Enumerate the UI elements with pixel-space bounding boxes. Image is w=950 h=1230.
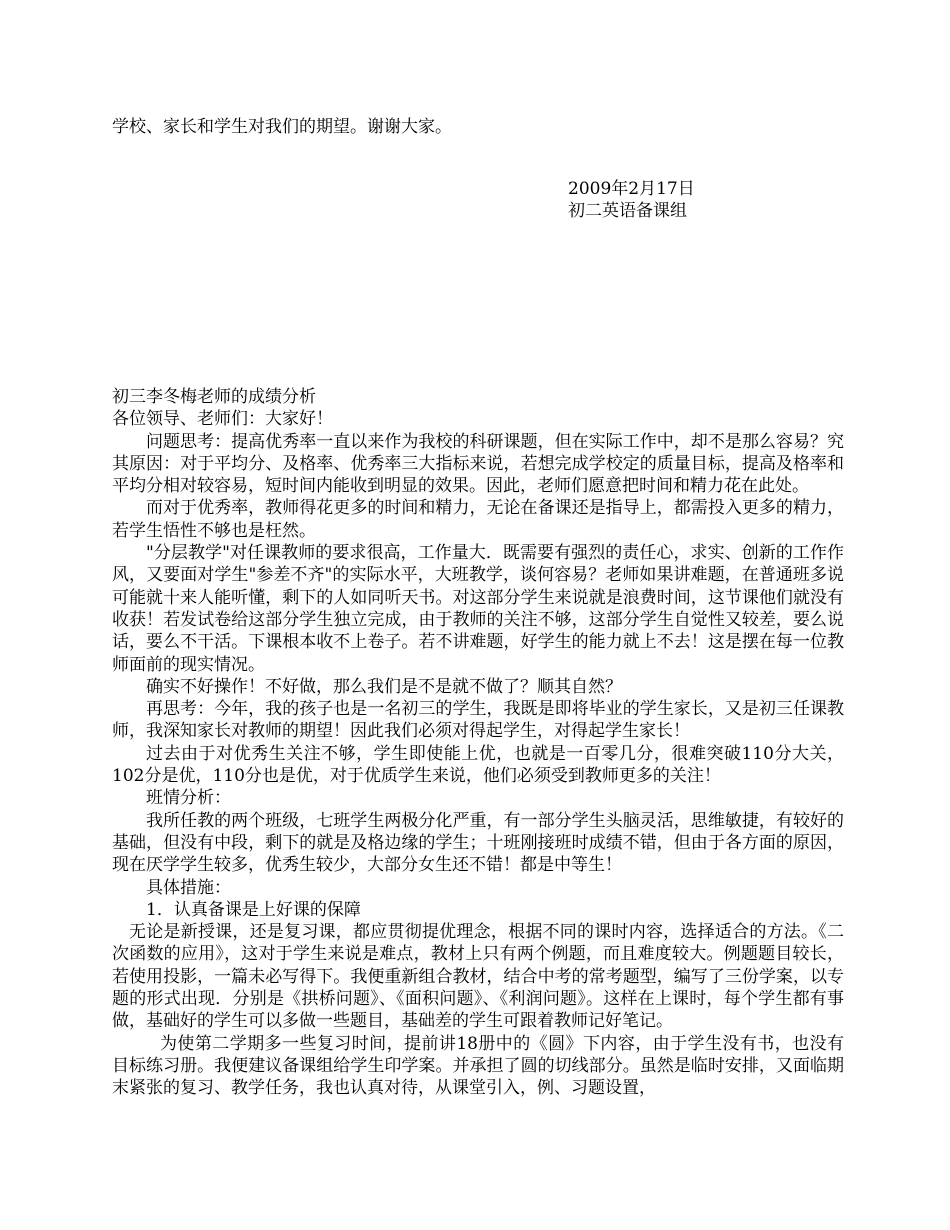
article-title: 初三李冬梅老师的成绩分析	[112, 387, 316, 407]
paragraph-lesson-prep: 无论是新授课，还是复习课，都应贯彻提优理念，根据不同的课时内容，选择适合的方法。《二次函数的应用》，这对于学生来说是难点，教材上只有两个例题，而且难度较大。例题题目较长，若使用投影，一篇未必写得下。我便重新组合教材，结合中考的常考题型，编写了三份学案，以专题的形式出现．分别是《拱桥问题》、《面积问题》、《利润问题》。这样在上课时，每个学生都有事做，基础好的学生可以多做一些题目，基础差的学生可跟着教师记好笔记。	[112, 922, 844, 1032]
paragraph-problem-thinking: 问题思考：提高优秀率一直以来作为我校的科研课题，但在实际工作中，却不是那么容易？究其原因：对于平均分、及格率、优秀率三大指标来说，若想完成学校定的质量目标，提高及格率和平均分相对较容易，短时间内能收到明显的效果。因此，老师们愿意把时间和精力花在此处。	[112, 431, 844, 497]
article-body	[112, 386, 844, 1100]
paragraph-layered-teaching: "分层教学"对任课教师的要求很高，工作量大．既需要有强烈的责任心，求实、创新的工作作风，又要面对学生"参差不齐"的实际水平，大班教学，谈何容易？老师如果讲难题，在普通班多说可能就十来人能听懂，剩下的人如同听天书。对这部分学生来说就是浪费时间，这节课他们就没有收获！若发试卷给这部分学生独立完成，由于教师的关注不够，这部分学生自觉性又较差，要么说话，要么不干活。下课根本收不上卷子。若不讲难题，好学生的能力就上不去！这是摆在每一位教师面前的现实情况。	[112, 543, 844, 675]
paragraph-review-time: 为使第二学期多一些复习时间，提前讲18册中的《圆》下内容，由于学生没有书，也没有目标练习册。我便建议备课组给学生印学案。并承担了圆的切线部分。虽然是临时安排，又面临期末紧张的复习、教学任务，我也认真对待，从课堂引入，例、习题设置，	[112, 1033, 844, 1099]
paragraph-class-analysis: 我所任教的两个班级，七班学生两极分化严重，有一部分学生头脑灵活，思维敏捷，有较好的基础，但没有中段，剩下的就是及格边缘的学生；十班刚接班时成绩不错，但由于各方面的原因，现在厌学学生较多，优秀生较少，大部分女生还不错！都是中等生！	[112, 810, 844, 876]
paragraph-past-attention: 过去由于对优秀生关注不够，学生即使能上优，也就是一百零几分，很难突破110分大关，102分是优，110分也是优，对于优质学生来说，他们必须受到教师更多的关注！	[112, 743, 844, 787]
paragraph-hard-to-operate: 确实不好操作！不好做，那么我们是不是就不做了？顺其自然？	[146, 676, 622, 697]
signature-group: 初二英语备课组	[568, 201, 687, 221]
heading-measures: 具体措施：	[146, 877, 231, 898]
paragraph-excellence-rate: 而对于优秀率，教师得花更多的时间和精力，无论在备课还是指导上，都需投入更多的精力，若学生悟性不够也是枉然。	[112, 498, 844, 541]
paragraph-rethinking: 再思考：今年，我的孩子也是一名初三的学生，我既是即将毕业的学生家长，又是初三任课教师，我深知家长对教师的期望！因此我们必须对得起学生，对得起学生家长！	[112, 699, 844, 742]
article-greeting: 各位领导、老师们：大家好！	[112, 409, 333, 430]
heading-measure-1: 1．认真备课是上好课的保障	[146, 899, 361, 920]
heading-class-analysis: 班情分析：	[146, 788, 231, 809]
signature-date: 2009年2月17日	[568, 179, 695, 199]
previous-speech-closing-line: 学校、家长和学生对我们的期望。谢谢大家。	[112, 117, 452, 137]
